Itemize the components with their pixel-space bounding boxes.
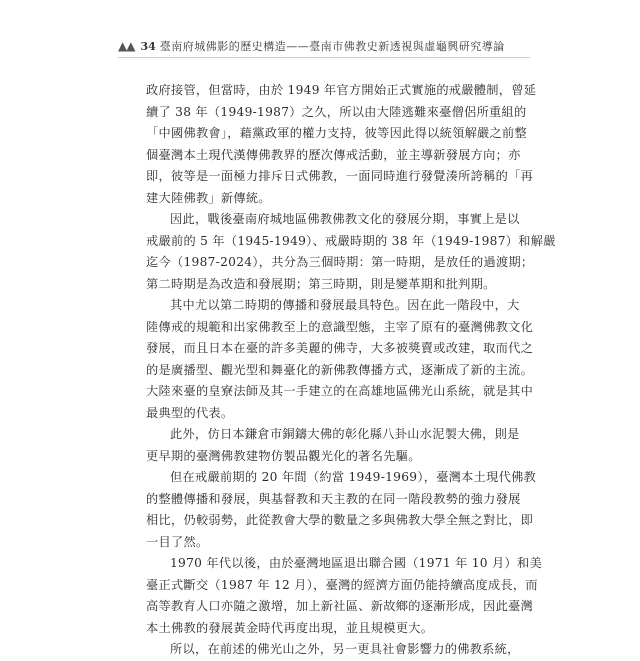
page-number: 34 xyxy=(140,39,156,53)
paragraph xyxy=(146,295,534,424)
text-line: 因此，戰後臺南府城地區佛教佛教文化的發展分期，事實上是以 xyxy=(170,212,520,226)
text-line: 發展，而且日本在臺的許多美麗的佛寺，大多被獎賣或改建，取而代之 xyxy=(146,341,534,355)
paragraph xyxy=(146,553,542,639)
paragraph xyxy=(146,424,520,467)
text-line: 1970 年代以後，由於臺灣地區退出聯合國（1971 年 10 月）和美 xyxy=(170,556,542,570)
text-line: 此外，仿日本鎌倉市銅鑄大佛的彰化縣八卦山水泥製大佛，則是 xyxy=(170,427,520,441)
paragraph xyxy=(146,639,520,661)
text-line: 陸傳戒的規範和出家佛教至上的意識型態，主宰了原有的臺灣佛教文化 xyxy=(146,319,534,334)
text-line: 本土佛教的發展黃金時代再度出現，並且規模更大。 xyxy=(146,620,434,635)
text-line: 相比，仍較弱勢，此從教會大學的數量之多與佛教大學全無之對比，即 xyxy=(146,513,534,527)
text-line: 即，彼等是一面極力排斥日式佛教，一面同時進行發覺湊所誇稱的「再 xyxy=(146,169,534,183)
text-line: 的是廣播型、觀光型和舞臺化的新佛教傳播方式，逐漸成了新的主流。 xyxy=(146,362,534,377)
running-title: 臺南府城佛影的歷史構造——臺南市佛教史新透視與虛龜興研究導論 xyxy=(159,40,505,53)
header-divider xyxy=(118,57,530,58)
text-line: 最典型的代表。 xyxy=(146,405,234,420)
chapter-marker-icon: ▲▲ xyxy=(118,39,135,53)
text-line: 戒嚴前的 5 年（1945-1949）、戒嚴時期的 38 年（1949-1987）和解嚴 xyxy=(146,233,556,248)
running-header xyxy=(118,38,538,54)
text-line: 迄今（1987-2024），共分為三個時期：第一時期，是放任的過渡期； xyxy=(146,255,534,269)
text-line: 「中國佛教會」，藉黨政軍的權力支持，彼等因此得以統領解嚴之前整 xyxy=(146,126,528,140)
paragraph xyxy=(146,209,556,295)
text-line: 其中尤以第二時期的傳播和發展最具特色。因在此一階段中，大 xyxy=(170,298,520,312)
text-line: 但在戒嚴前期的 20 年間（約當 1949-1969），臺灣本土現代佛教 xyxy=(170,470,537,484)
body-text xyxy=(146,80,556,661)
text-line: 建大陸佛教」新傳統。 xyxy=(146,190,271,205)
text-line: 所以，在前述的佛光山之外，另一更具社會影響力的佛教系統， xyxy=(170,642,520,656)
text-line: 政府接管，但當時，由於 1949 年官方開始正式實施的戒嚴體制，曾延 xyxy=(146,83,537,97)
text-line: 更早期的臺灣佛教建物仿製品觀光化的著名先驅。 xyxy=(146,448,421,463)
text-line: 高等教育人口亦隨之激增，加上新社區、新故鄉的逐漸形成，因此臺灣 xyxy=(146,599,534,613)
text-line: 個臺灣本土現代漢傳佛教界的歷次傳戒活動，並主導新發展方向；亦 xyxy=(146,147,521,162)
paragraph xyxy=(146,467,537,553)
text-line: 臺正式斷交（1987 年 12 月），臺灣的經濟方面仍能持續高度成長，而 xyxy=(146,577,538,592)
text-line: 的整體傳播和發展，與基督教和天主教的在同一階段教勢的強力發展 xyxy=(146,491,521,506)
text-line: 第二時期是為改造和發展期；第三時期，則是變革期和批判期。 xyxy=(146,276,496,291)
text-line: 一目了然。 xyxy=(146,534,209,549)
text-line: 大陸來臺的皇寮法師及其一手建立的在高雄地區佛光山系統，就是其中 xyxy=(146,384,534,398)
text-line: 續了 38 年（1949-1987）之久，所以由大陸逃難來臺僧侶所重組的 xyxy=(146,104,527,119)
paragraph xyxy=(146,80,537,209)
